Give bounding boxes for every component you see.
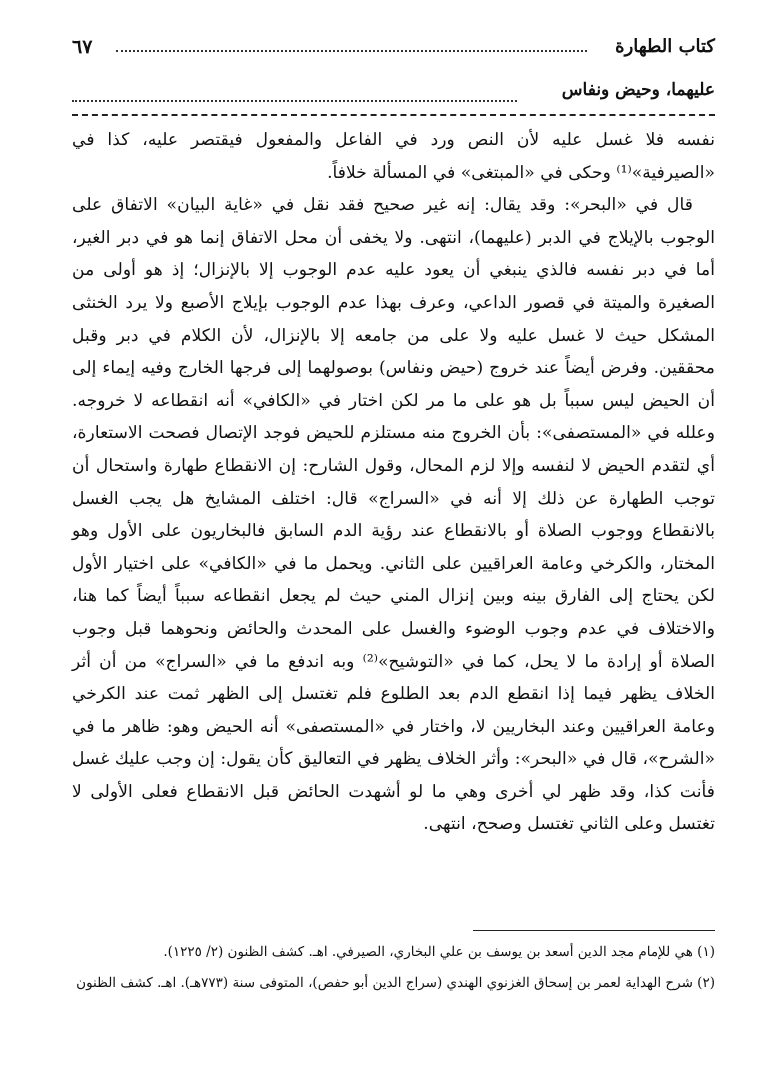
paragraph: قال في «البحر»: وقد يقال: إنه غير صحيح فقد نقل في «غاية البيان» الاتفاق على الوجوب بالإيلاج في الدبر (عليهما)، انتهى. ولا يخفى أن محل الاتفاق إنما هو في دبر الغير، أما في دبر نفسه فالذي ينبغي أن يعود عليه عدم الوجوب إلا بالإنزال؛ إذ هو أولى من الصغيرة والميتة في قصور الداعي، وعرف بهذا عدم الوجوب بإيلاج الأصبع ولا يرد الخنثى المشكل حيث لا غسل عليه ولا على من جامعه إلا بالإنزال، لأن الكلام في دبر وقبل محققين. وفرض أيضاً عند خروج (حيض ونفاس) بوصولهما إلى فرجها الخارج وفيه إيماء إلى أن الحيض ليس سبباً بل هو على ما مر لكن اختار في «الكافي» أنه انقطاعه لا خروجه. وعلله في «المستصفى»: بأن الخروج منه مستلزم للحيض فوجد الإتصال فصحت الاستعارة، أي لتقدم الحيض لا لنفسه وإلا لزم المحال، وقول الشارح: إن الانقطاع طهارة واستحال أن توجب الطهارة عن ذلك إلا أنه في «السراج» قال: اختلف المشايخ هل يجب الغسل بالانقطاع ووجوب الصلاة أو بالانقطاع عند رؤية الدم السابق فالبخاريون على الأول وهو المختار، والكرخي وعامة العراقيين على الثاني. ويحمل ما في «الكافي» على اختيار الأول لكن يحتاج إلى الفارق بينه وبين إنزال المني حيث لم يجعل انقطاعه سبباً أيضاً كما هنا، والاختلاف في عدم وجوب الوضوء والغسل على المحدث والحائض ونحوهما قبل وجوب الصلاة أو إرادة ما لا يحل، كما في «التوشيح»⁽²⁾ وبه اندفع ما في «السراج» من أن أثر الخلاف يظهر فيما إذا انقطع الدم بعد الطلوع فلم تغتسل إلى الظهر ثمت عند الكرخي وعامة العراقيين وعند البخاريين لا، واختار في «المستصفى» أنه الحيض وهو: ظاهر ما في «الشرح»، قال في «البحر»: وأثر الخلاف يظهر في التعاليق كأن يقول: إن وجب عليك غسل فأنت كذا، وقد ظهر لي أخرى وهي ما لو أشهدت الحائض قبل الانقطاع فعلى الأولى لا تغتسل وعلى الثاني تغتسل وصحح، انتهى. xyxy=(72,195,715,835)
dashed-separator xyxy=(72,114,715,116)
running-header xyxy=(72,36,715,68)
footnotes xyxy=(72,940,715,1002)
main-text xyxy=(72,124,715,841)
header-dotted-leader xyxy=(116,50,587,52)
section-subheader xyxy=(72,80,715,110)
page-number: ٦٧ xyxy=(72,36,93,58)
footnote: (١) هي للإمام مجد الدين أسعد بن يوسف بن علي البخاري، الصيرفي. اهـ. كشف الظنون (٢/ ١٢٢٥). xyxy=(163,944,715,960)
subheader-dotted-leader xyxy=(72,100,517,102)
section-heading: عليهما، وحيض ونفاس xyxy=(561,80,715,100)
paragraph: نفسه فلا غسل عليه لأن النص ورد في الفاعل والمفعول فيقتصر عليه، كذا في «الصيرفية»⁽¹⁾ وحكى في «المبتغى» في المسألة خلافاً. xyxy=(72,130,715,183)
footnote: (٢) شرح الهداية لعمر بن إسحاق الغزنوي الهندي (سراج الدين أبو حفص)، المتوفى سنة (٧٧٣هـ). اهـ. كشف الظنون xyxy=(76,975,715,991)
footnote-separator xyxy=(473,930,715,931)
chapter-title: كتاب الطهارة xyxy=(615,36,715,57)
